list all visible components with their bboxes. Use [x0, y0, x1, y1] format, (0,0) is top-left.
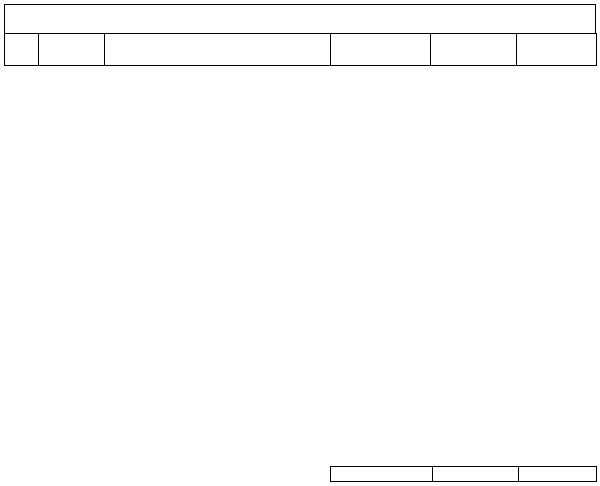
page-title: [4, 4, 596, 33]
header-last-done: [39, 34, 105, 66]
grand-total-length: [519, 467, 597, 482]
header-row: [5, 34, 597, 66]
program-table: [4, 33, 597, 66]
grand-total-area: [433, 467, 519, 482]
grand-total-row: [331, 467, 597, 482]
header-type: [5, 34, 39, 66]
grand-total-table: [330, 466, 597, 482]
header-rating: [331, 34, 431, 66]
header-surface-area: [431, 34, 517, 66]
grand-total-label: [331, 467, 433, 482]
header-road-name: [105, 34, 331, 66]
program-sheet: [4, 4, 596, 76]
header-length: [517, 34, 597, 66]
